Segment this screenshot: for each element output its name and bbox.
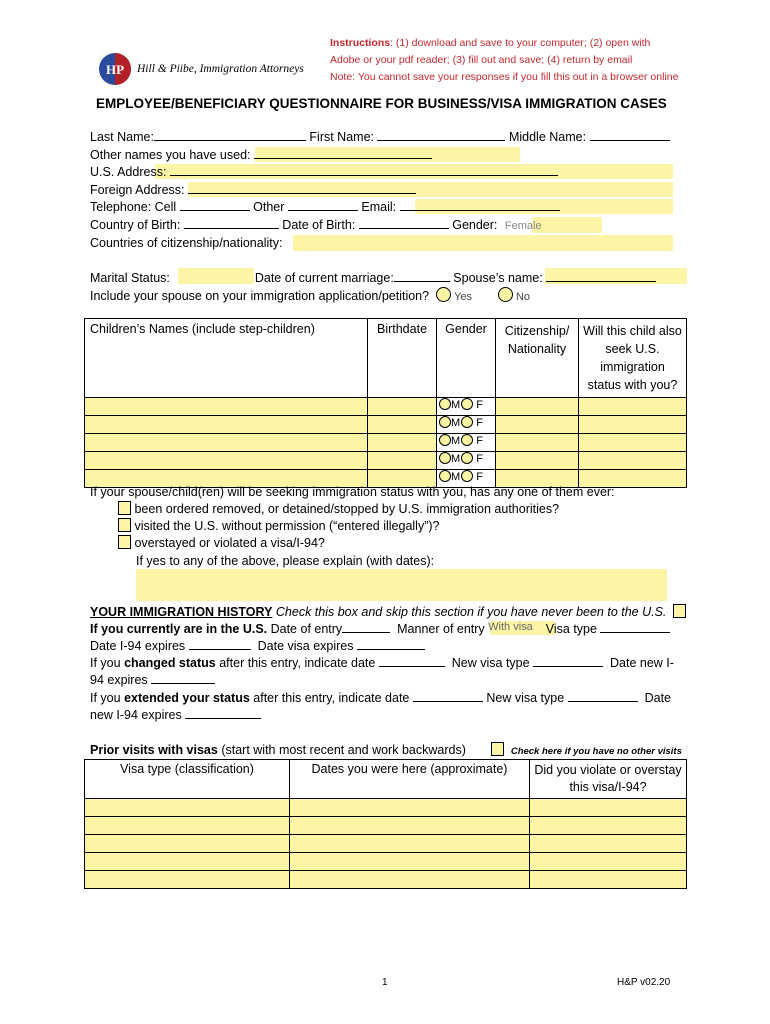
child-seek-status-cell[interactable] [579,398,687,416]
prior-visa-type-cell[interactable] [85,871,290,889]
removed-checkbox[interactable] [118,501,131,515]
option-removed-row: been ordered removed, or detained/stopped by U.S. immigration authorities? [118,501,559,517]
female-radio[interactable] [461,452,473,464]
illegal-entry-checkbox[interactable] [118,518,131,532]
prior-violation-cell[interactable] [530,835,687,853]
other-names-row: Other names you have used: [90,147,432,163]
changed-date-field[interactable] [379,655,445,667]
prior-dates-cell[interactable] [290,835,530,853]
child-name-cell[interactable] [85,398,368,416]
visa-expires-field[interactable] [357,638,425,650]
child-citizenship-cell[interactable] [496,416,579,434]
gender-value: Female [504,220,542,232]
date-birth-field[interactable] [359,217,449,229]
birth-row: Country of Birth: Date of Birth: Gender: Female [90,218,542,232]
prior-violation-cell[interactable] [530,817,687,835]
country-birth-field[interactable] [184,217,279,229]
prior-violation-cell[interactable] [530,799,687,817]
prior-dates-cell[interactable] [290,853,530,871]
male-radio[interactable] [439,434,451,446]
child-seek-status-cell[interactable] [579,434,687,452]
foreign-address-row: Foreign Address: [90,182,416,198]
child-gender-cell: M F [437,452,496,470]
extended-date-field[interactable] [413,690,483,702]
children-table-header: Children’s Names (include step-children) Birthdate Gender Citizenship/ Nationality Will this child also seek U.S. immigration status with you? [85,319,687,398]
i94-expires-field[interactable] [189,638,251,650]
table-row [85,853,687,871]
table-row [85,799,687,817]
extended-visa-type-field[interactable] [568,690,638,702]
child-seek-status-cell[interactable] [579,416,687,434]
child-name-cell[interactable] [85,416,368,434]
changed-visa-type-field[interactable] [533,655,603,667]
male-radio[interactable] [439,470,451,482]
prior-visits-table [84,759,687,889]
prior-violation-cell[interactable] [530,853,687,871]
current-entry-row: If you currently are in the U.S. Date of entry Manner of entry With visa Visa type [90,621,670,638]
table-row [85,452,687,470]
other-phone-field[interactable] [288,199,358,211]
table-row [85,835,687,853]
child-citizenship-cell[interactable] [496,434,579,452]
prior-dates-cell[interactable] [290,799,530,817]
page-number: 1 [382,977,388,988]
spouse-no-radio[interactable] [498,287,513,302]
no-other-visits-checkbox[interactable] [491,742,504,756]
explain-label: If yes to any of the above, please explain (with dates): [136,554,435,568]
child-gender-cell: M F [437,434,496,452]
table-row [85,871,687,889]
instructions-label: Instructions [330,37,391,49]
version-label: H&P v02.20 [617,977,671,988]
never-been-checkbox[interactable] [673,604,686,618]
citizenship-row: Countries of citizenship/nationality: [90,236,283,250]
child-birthdate-cell[interactable] [368,398,437,416]
child-gender-cell: M F [437,416,496,434]
cell-phone-field[interactable] [180,199,250,211]
changed-status-row: If you changed status after this entry, indicate date New visa type Date new I- [90,656,674,670]
instructions: Instructions: (1) download and save to your computer; (2) open with Adobe or your pdf reader; (3) fill out and save; (4) return by email Note: You cannot save your responses if you fill this out in a browser online [330,37,679,83]
prior-visits-heading-row: Prior visits with visas (start with most recent and work backwards) Check here if you have no other visits [90,743,682,757]
prior-visa-type-cell[interactable] [85,835,290,853]
firm-logo [98,52,132,86]
page-title: EMPLOYEE/BENEFICIARY QUESTIONNAIRE FOR BUSINESS/VISA IMMIGRATION CASES [96,96,667,111]
extended-status-row: If you extended your status after this entry, indicate date New visa type Date [90,691,672,705]
history-heading: YOUR IMMIGRATION HISTORY [90,605,273,619]
child-birthdate-cell[interactable] [368,452,437,470]
us-address-row: U.S. Address: [90,164,558,180]
child-gender-cell: M F [437,398,496,416]
extended-expires-row: new I-94 expires [90,707,261,723]
table-row [85,398,687,416]
male-radio[interactable] [439,416,451,428]
table-row [85,416,687,434]
prior-visits-header: Visa type (classification) Dates you were here (approximate) Did you violate or overstay this visa/I-94? [85,760,687,799]
spouse-children-question: If your spouse/child(ren) will be seeking immigration status with you, has any one of them ever: [90,485,615,499]
male-radio[interactable] [439,398,451,410]
middle-name-field[interactable] [590,129,670,141]
prior-visa-type-cell[interactable] [85,799,290,817]
table-row [85,817,687,835]
prior-visa-type-cell[interactable] [85,817,290,835]
male-radio[interactable] [439,452,451,464]
child-birthdate-cell[interactable] [368,416,437,434]
visa-type-field[interactable] [600,621,670,633]
child-citizenship-cell[interactable] [496,452,579,470]
table-row [85,434,687,452]
extended-i94-field[interactable] [185,707,261,719]
prior-violation-cell[interactable] [530,871,687,889]
svg-text:HP: HP [105,62,125,77]
explain-field[interactable] [136,569,667,601]
prior-dates-cell[interactable] [290,871,530,889]
female-radio[interactable] [461,416,473,428]
logo-icon [98,52,132,86]
prior-dates-cell[interactable] [290,817,530,835]
female-radio[interactable] [461,434,473,446]
date-entry-field[interactable] [342,621,390,633]
include-spouse-row: Include your spouse on your immigration application/petition? Yes No [90,289,531,303]
expiry-row: Date I-94 expires Date visa expires [90,638,425,654]
telephone-row: Telephone: Cell Other Email: [90,199,560,215]
child-seek-status-cell[interactable] [579,452,687,470]
firm-name: Hill & Piibe, Immigration Attorneys [137,63,304,75]
name-row: Last Name: First Name: Middle Name: [90,129,670,145]
gender-field[interactable] [532,217,602,233]
changed-expires-row: 94 expires [90,672,215,688]
overstay-checkbox[interactable] [118,535,131,549]
female-radio[interactable] [461,470,473,482]
option-overstay-row: overstayed or violated a visa/I-94? [118,535,325,551]
prior-visa-type-cell[interactable] [85,853,290,871]
last-name-field[interactable] [154,129,306,141]
child-name-cell[interactable] [85,434,368,452]
marital-row: Marital Status: Date of current marriage: Spouse’s name: [90,270,656,286]
marriage-date-field[interactable] [394,270,450,282]
citizenship-field[interactable] [293,235,673,251]
first-name-field[interactable] [377,129,505,141]
child-birthdate-cell[interactable] [368,434,437,452]
history-heading-row: YOUR IMMIGRATION HISTORY Check this box and skip this section if you have never been to the U.S. [90,604,686,620]
child-name-cell[interactable] [85,452,368,470]
children-table [84,318,687,488]
child-gender-cell: M F [437,470,496,488]
option-illegal-row: visited the U.S. without permission (“entered illegally”)? [118,518,439,534]
spouse-yes-radio[interactable] [436,287,451,302]
female-radio[interactable] [461,398,473,410]
child-citizenship-cell[interactable] [496,398,579,416]
changed-i94-field[interactable] [151,672,215,684]
